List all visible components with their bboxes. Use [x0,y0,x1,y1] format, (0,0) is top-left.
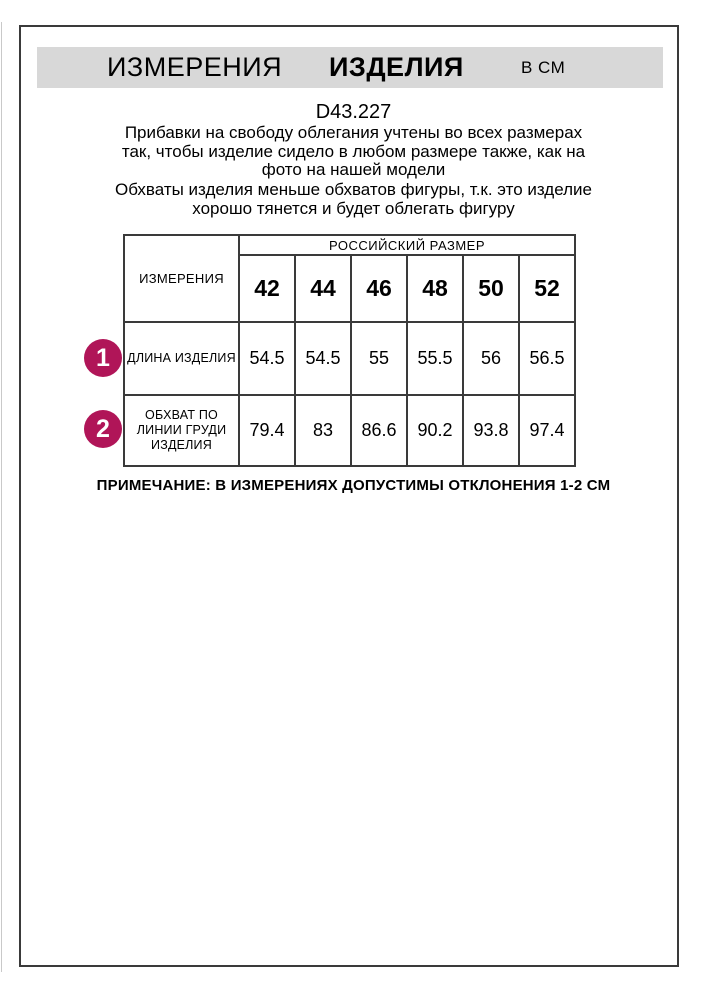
product-code: D43.227 [315,101,392,123]
value-cell: 54.5 [239,322,295,395]
table-row-chest [124,395,575,466]
row-marker-badge-1: 1 [84,339,122,377]
value-cell: 79.4 [239,395,295,466]
value-cell: 90.2 [407,395,463,466]
fit-allowance-paragraph [0,124,707,180]
row-label-length: ДЛИНА ИЗДЕЛИЯ [124,322,239,395]
fit-allowance-line: фото на нашей модели [261,160,446,180]
value-cell: 86.6 [351,395,407,466]
size-table [123,234,576,467]
value-cell: 83 [295,395,351,466]
measurements-column-header: ИЗМЕРЕНИЯ [124,235,239,322]
size-group-header: РОССИЙСКИЙ РАЗМЕР [239,235,575,255]
fit-allowance-line: так, чтобы изделие сидело в любом размере также, как на [121,141,586,161]
value-cell: 55.5 [407,322,463,395]
size-header-cell: 48 [407,255,463,322]
value-cell: 55 [351,322,407,395]
row-marker-badge-2: 2 [84,410,122,448]
table-row-group-header [124,235,575,255]
size-header-cell: 44 [295,255,351,322]
value-cell: 56.5 [519,322,575,395]
header-unit-label: В СМ [521,57,566,77]
size-header-cell: 46 [351,255,407,322]
tolerance-note: ПРИМЕЧАНИЕ: В ИЗМЕРЕНИЯХ ДОПУСТИМЫ ОТКЛОНЕНИЯ 1-2 СМ [96,477,611,494]
header-title-measurements: ИЗМЕРЕНИЯ [107,51,283,82]
value-cell: 97.4 [519,395,575,466]
stretch-note-paragraph [0,181,707,218]
size-header-cell: 50 [463,255,519,322]
size-header-cell: 52 [519,255,575,322]
stretch-note-line: хорошо тянется и будет облегать фигуру [192,198,515,218]
header-title-product: ИЗДЕЛИЯ [329,51,464,82]
row-label-chest: ОБХВАТ ПО ЛИНИИ ГРУДИ ИЗДЕЛИЯ [124,395,239,466]
stretch-note-line: Обхваты изделия меньше обхватов фигуры, т.к. это изделие [115,180,592,199]
fit-allowance-line: Прибавки на свободу облегания учтены во всех размерах [124,123,583,142]
value-cell: 54.5 [295,322,351,395]
size-header-cell: 42 [239,255,295,322]
value-cell: 93.8 [463,395,519,466]
table-row-length [124,322,575,395]
header-band [37,47,663,88]
value-cell: 56 [463,322,519,395]
